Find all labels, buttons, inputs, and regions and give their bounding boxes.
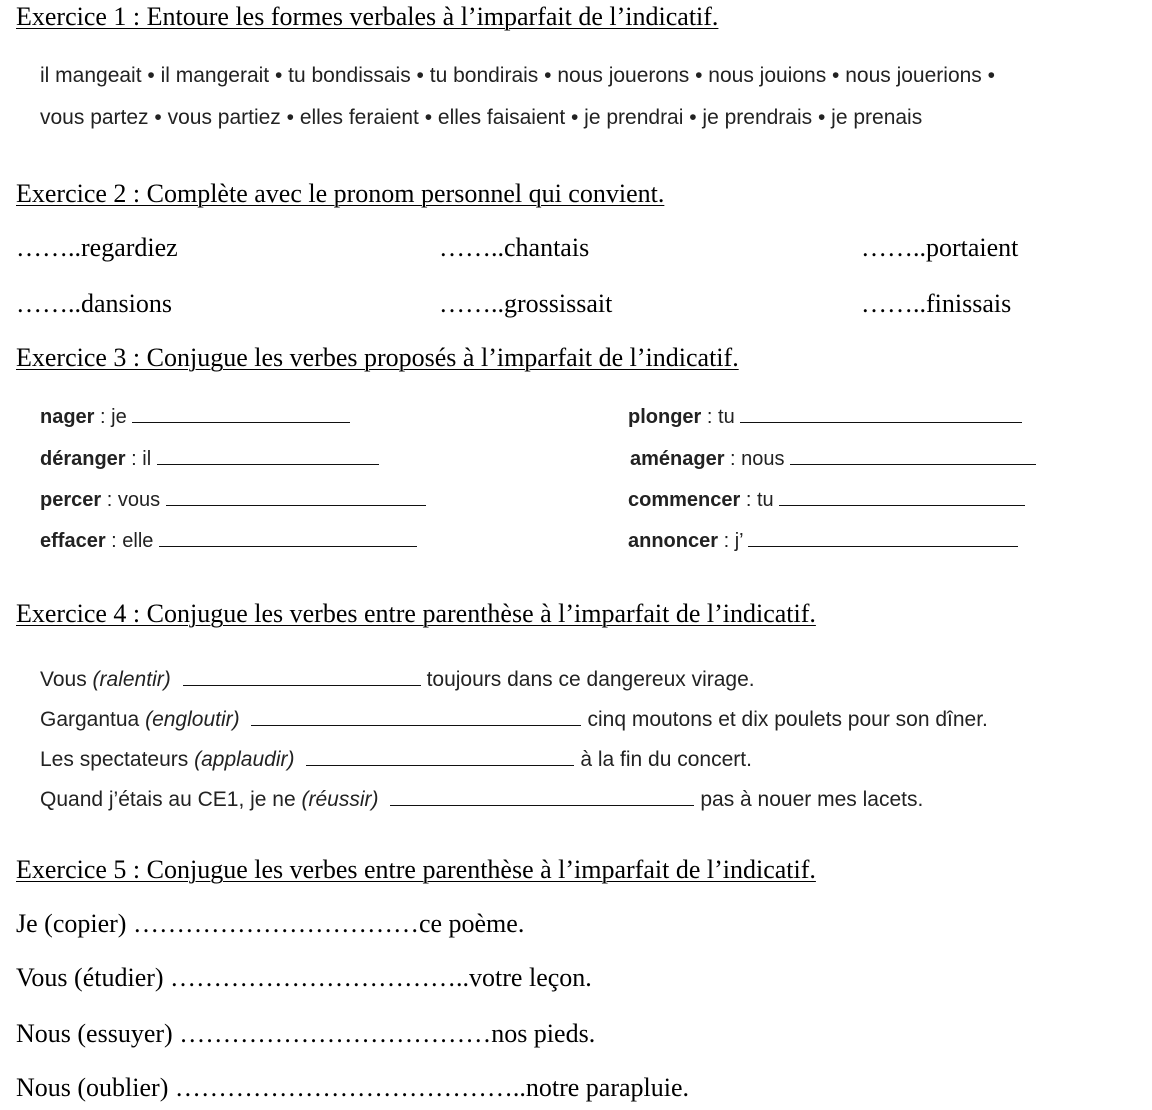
verb-form: portaient — [926, 233, 1019, 262]
pronoun: : nous — [724, 448, 791, 470]
exercise-5-item[interactable] — [16, 909, 524, 939]
verb: annoncer — [628, 530, 719, 552]
dots-blank: …….. — [861, 289, 926, 318]
sentence-end: votre leçon. — [469, 963, 592, 992]
exercise-2-item[interactable] — [439, 289, 612, 319]
verb-form: grossissait — [504, 289, 613, 318]
exercise-4-title: Exercice 4 : Conjugue les verbes entre parenthèse à l’imparfait de l’indicatif. — [16, 599, 816, 628]
exercise-2-title: Exercice 2 : Complète avec le pronom personnel qui convient. — [16, 179, 665, 208]
answer-line[interactable] — [779, 487, 1025, 506]
dots-blank: …….. — [439, 289, 504, 318]
verb-in-parentheses: (réussir) — [301, 788, 379, 811]
verb-in-parentheses: (applaudir) — [194, 748, 295, 771]
exercise-2-item[interactable] — [861, 289, 1011, 319]
dots-blank: …………………………… — [132, 909, 419, 938]
sentence-start: Les spectateurs — [40, 748, 195, 771]
pronoun: : tu — [701, 406, 741, 428]
sentence-end: ce poème. — [418, 909, 525, 938]
verb-form: dansions — [81, 289, 172, 318]
pronoun: : tu — [740, 489, 780, 511]
exercise-2-item[interactable] — [16, 289, 172, 319]
dots-blank: …….. — [861, 233, 926, 262]
exercise-3-item — [628, 487, 1025, 512]
verb: déranger — [40, 448, 126, 470]
verb: aménager — [630, 448, 725, 470]
verb: plonger — [628, 406, 702, 428]
sentence-end: cinq moutons et dix poulets pour son dîner. — [587, 708, 988, 731]
exercise-1-line-1: il mangeait • il mangerait • tu bondissais • tu bondirais • nous jouerons • nous jouions • nous jouerions • — [40, 64, 995, 87]
exercise-3-title: Exercice 3 : Conjugue les verbes proposés à l’imparfait de l’indicatif. — [16, 343, 739, 372]
answer-line[interactable] — [306, 747, 574, 766]
dots-blank: …….. — [16, 233, 81, 262]
exercise-4-item — [40, 747, 752, 772]
answer-line[interactable] — [748, 528, 1018, 547]
verb: nager — [40, 406, 95, 428]
exercise-5-item[interactable] — [16, 1019, 595, 1049]
dots-blank: …………………………….. — [170, 963, 470, 992]
exercise-5-item[interactable] — [16, 963, 592, 993]
pronoun: : je — [94, 406, 133, 428]
pronoun: : il — [125, 448, 157, 470]
answer-line[interactable] — [390, 787, 694, 806]
answer-line[interactable] — [157, 446, 379, 465]
verb: commencer — [628, 489, 741, 511]
answer-line[interactable] — [790, 446, 1036, 465]
sentence-end: toujours dans ce dangereux virage. — [426, 668, 755, 691]
pronoun: : vous — [101, 489, 166, 511]
exercise-3-item — [628, 404, 1022, 429]
sentence-end: notre parapluie. — [525, 1073, 690, 1102]
verb-in-parentheses: (engloutir) — [145, 708, 240, 731]
sentence-start: Gargantua — [40, 708, 146, 731]
answer-line[interactable] — [740, 404, 1022, 423]
exercise-3-item — [628, 528, 1018, 553]
dots-blank: ……………………………… — [179, 1019, 492, 1048]
dots-blank: …….. — [439, 233, 504, 262]
sentence-start: Nous (essuyer) — [16, 1019, 180, 1048]
exercise-4-item — [40, 707, 988, 732]
exercise-4-item — [40, 787, 923, 812]
exercise-4-item — [40, 667, 755, 692]
exercise-3-item — [40, 528, 417, 553]
dots-blank: …….. — [16, 289, 81, 318]
exercise-5-title: Exercice 5 : Conjugue les verbes entre parenthèse à l’imparfait de l’indicatif. — [16, 855, 816, 884]
verb: effacer — [40, 530, 106, 552]
exercise-3-item — [40, 487, 426, 512]
pronoun: : j’ — [718, 530, 749, 552]
dots-blank: ………………………………….. — [174, 1073, 526, 1102]
exercise-2-item[interactable] — [861, 233, 1018, 263]
exercise-2-item[interactable] — [439, 233, 589, 263]
answer-line[interactable] — [132, 404, 350, 423]
verb-in-parentheses: (ralentir) — [92, 668, 171, 691]
exercise-3-item — [40, 404, 350, 429]
sentence-end: à la fin du concert. — [580, 748, 752, 771]
sentence-start: Nous (oublier) — [16, 1073, 175, 1102]
sentence-end: pas à nouer mes lacets. — [700, 788, 924, 811]
exercise-5-item[interactable] — [16, 1073, 689, 1103]
sentence-start: Vous (étudier) — [16, 963, 171, 992]
answer-line[interactable] — [251, 707, 581, 726]
verb-form: regardiez — [81, 233, 178, 262]
exercise-2-item[interactable] — [16, 233, 178, 263]
pronoun: : elle — [105, 530, 159, 552]
answer-line[interactable] — [183, 667, 421, 686]
exercise-3-item — [40, 446, 379, 471]
verb-form: chantais — [504, 233, 590, 262]
exercise-1-line-2: vous partez • vous partiez • elles feraient • elles faisaient • je prendrai • je prendrais • je prenais — [40, 106, 923, 129]
sentence-start: Quand j’étais au CE1, je ne — [40, 788, 302, 811]
answer-line[interactable] — [159, 528, 417, 547]
exercise-3-item — [630, 446, 1036, 471]
verb-form: finissais — [926, 289, 1012, 318]
sentence-end: nos pieds. — [491, 1019, 596, 1048]
answer-line[interactable] — [166, 487, 426, 506]
verb: percer — [40, 489, 102, 511]
sentence-start: Je (copier) — [16, 909, 133, 938]
sentence-start: Vous — [40, 668, 93, 691]
exercise-1-title: Exercice 1 : Entoure les formes verbales à l’imparfait de l’indicatif. — [16, 2, 719, 31]
